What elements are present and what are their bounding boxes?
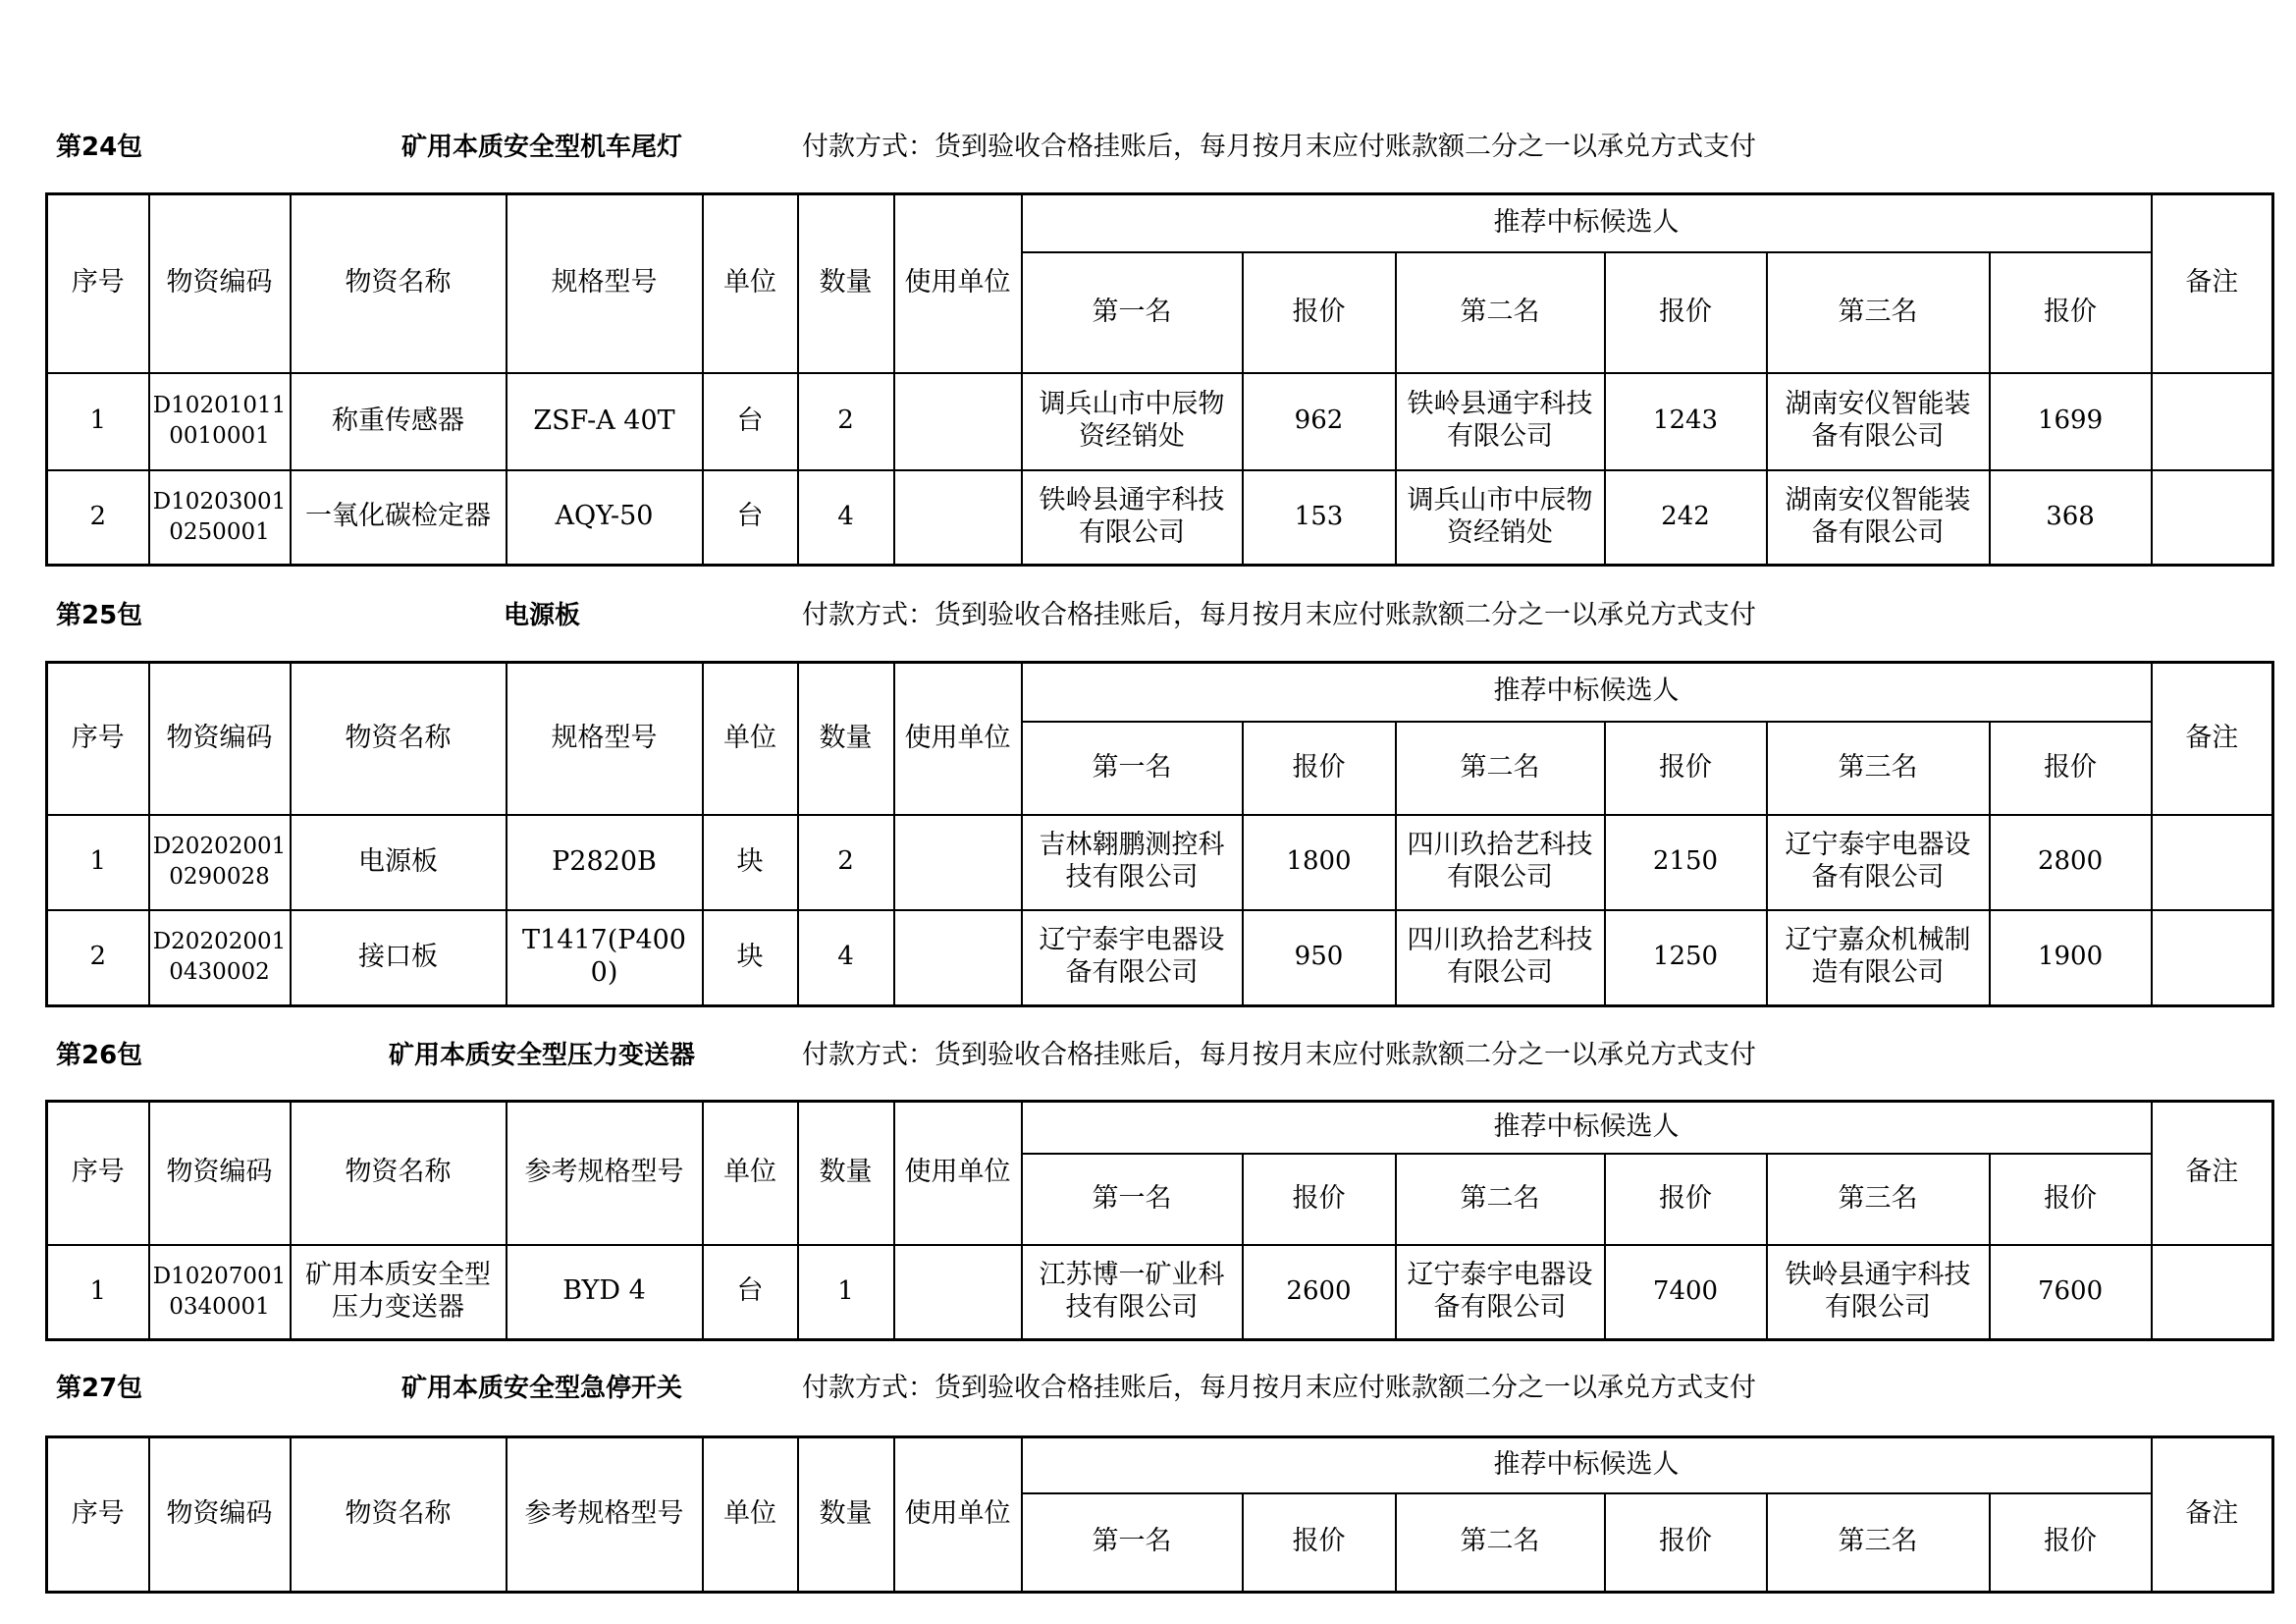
header-index: 序号 xyxy=(47,1102,149,1245)
cell-price2: 2150 xyxy=(1605,815,1767,910)
header-row xyxy=(47,663,2273,722)
cell-second: 四川玖拾艺科技有限公司 xyxy=(1396,815,1605,910)
bid-table xyxy=(45,1100,2274,1341)
header-user-unit: 使用单位 xyxy=(894,663,1022,815)
header-user-unit: 使用单位 xyxy=(894,1102,1022,1245)
header-name: 物资名称 xyxy=(291,194,507,373)
header-price3: 报价 xyxy=(1990,722,2152,815)
payment-terms: 付款方式：货到验收合格挂账后，每月按月末应付账款额二分之一以承兑方式支付 xyxy=(802,1373,1756,1403)
cell-third: 湖南安仪智能装备有限公司 xyxy=(1767,470,1990,566)
header-spec: 规格型号 xyxy=(507,194,703,373)
cell-price3: 7600 xyxy=(1990,1245,2152,1340)
cell-price1: 153 xyxy=(1243,470,1396,566)
cell-name: 一氧化碳检定器 xyxy=(291,470,507,566)
cell-remark xyxy=(2152,1245,2273,1340)
header-first: 第一名 xyxy=(1022,722,1243,815)
cell-index: 2 xyxy=(47,470,149,566)
package-label: 第24包 xyxy=(56,133,143,162)
cell-first: 调兵山市中辰物资经销处 xyxy=(1022,373,1243,470)
header-qty: 数量 xyxy=(798,663,894,815)
cell-price2: 1243 xyxy=(1605,373,1767,470)
cell-qty: 4 xyxy=(798,910,894,1006)
package-title: 矿用本质安全型急停开关 xyxy=(400,1374,682,1403)
header-qty: 数量 xyxy=(798,194,894,373)
cell-user-unit xyxy=(894,815,1022,910)
header-price1: 报价 xyxy=(1243,1493,1396,1593)
cell-second: 调兵山市中辰物资经销处 xyxy=(1396,470,1605,566)
cell-index: 2 xyxy=(47,910,149,1006)
header-second: 第二名 xyxy=(1396,722,1605,815)
header-name: 物资名称 xyxy=(291,1437,507,1593)
header-remark: 备注 xyxy=(2152,663,2273,815)
table-body xyxy=(47,1245,2273,1340)
header-user-unit: 使用单位 xyxy=(894,194,1022,373)
header-candidates: 推荐中标候选人 xyxy=(1022,194,2152,252)
package-label: 第26包 xyxy=(56,1041,143,1070)
header-remark: 备注 xyxy=(2152,1437,2273,1593)
header-first: 第一名 xyxy=(1022,1154,1243,1245)
cell-code: D202020010430002 xyxy=(149,910,291,1006)
header-price3: 报价 xyxy=(1990,1154,2152,1245)
cell-second: 铁岭县通宇科技有限公司 xyxy=(1396,373,1605,470)
payment-terms: 付款方式：货到验收合格挂账后，每月按月末应付账款额二分之一以承兑方式支付 xyxy=(802,1040,1756,1070)
header-spec: 参考规格型号 xyxy=(507,1102,703,1245)
cell-qty: 4 xyxy=(798,470,894,566)
cell-remark xyxy=(2152,470,2273,566)
header-first: 第一名 xyxy=(1022,1493,1243,1593)
header-price2: 报价 xyxy=(1605,252,1767,373)
cell-remark xyxy=(2152,373,2273,470)
table-row xyxy=(47,373,2273,470)
cell-price1: 2600 xyxy=(1243,1245,1396,1340)
cell-third: 辽宁嘉众机械制造有限公司 xyxy=(1767,910,1990,1006)
header-spec: 规格型号 xyxy=(507,663,703,815)
header-row xyxy=(47,1437,2273,1493)
cell-first: 江苏博一矿业科技有限公司 xyxy=(1022,1245,1243,1340)
cell-user-unit xyxy=(894,910,1022,1006)
cell-index: 1 xyxy=(47,373,149,470)
cell-unit: 块 xyxy=(703,815,798,910)
header-price1: 报价 xyxy=(1243,252,1396,373)
header-name: 物资名称 xyxy=(291,663,507,815)
cell-name: 称重传感器 xyxy=(291,373,507,470)
header-code: 物资编码 xyxy=(149,1102,291,1245)
header-qty: 数量 xyxy=(798,1102,894,1245)
cell-price1: 962 xyxy=(1243,373,1396,470)
cell-remark xyxy=(2152,910,2273,1006)
table-body xyxy=(47,815,2273,1006)
header-code: 物资编码 xyxy=(149,663,291,815)
header-index: 序号 xyxy=(47,194,149,373)
cell-first: 吉林翱鹏测控科技有限公司 xyxy=(1022,815,1243,910)
cell-price1: 950 xyxy=(1243,910,1396,1006)
header-price1: 报价 xyxy=(1243,1154,1396,1245)
bid-table xyxy=(45,1435,2274,1594)
cell-user-unit xyxy=(894,470,1022,566)
header-code: 物资编码 xyxy=(149,1437,291,1593)
header-price2: 报价 xyxy=(1605,722,1767,815)
cell-name: 电源板 xyxy=(291,815,507,910)
header-third: 第三名 xyxy=(1767,1493,1990,1593)
header-price3: 报价 xyxy=(1990,252,2152,373)
header-second: 第二名 xyxy=(1396,1493,1605,1593)
cell-first: 辽宁泰宇电器设备有限公司 xyxy=(1022,910,1243,1006)
header-code: 物资编码 xyxy=(149,194,291,373)
header-price2: 报价 xyxy=(1605,1154,1767,1245)
package-title: 矿用本质安全型机车尾灯 xyxy=(400,133,682,162)
cell-spec: AQY-50 xyxy=(507,470,703,566)
table-header xyxy=(47,1437,2273,1593)
table-row xyxy=(47,910,2273,1006)
payment-terms: 付款方式：货到验收合格挂账后，每月按月末应付账款额二分之一以承兑方式支付 xyxy=(802,600,1756,630)
cell-remark xyxy=(2152,815,2273,910)
payment-terms: 付款方式：货到验收合格挂账后，每月按月末应付账款额二分之一以承兑方式支付 xyxy=(802,132,1756,162)
header-name: 物资名称 xyxy=(291,1102,507,1245)
header-second: 第二名 xyxy=(1396,1154,1605,1245)
cell-unit: 台 xyxy=(703,373,798,470)
table-header xyxy=(47,663,2273,815)
cell-user-unit xyxy=(894,373,1022,470)
header-row xyxy=(47,1102,2273,1154)
cell-spec: ZSF-A 40T xyxy=(507,373,703,470)
cell-price3: 368 xyxy=(1990,470,2152,566)
header-price1: 报价 xyxy=(1243,722,1396,815)
cell-price1: 1800 xyxy=(1243,815,1396,910)
cell-second: 辽宁泰宇电器设备有限公司 xyxy=(1396,1245,1605,1340)
package-label: 第27包 xyxy=(56,1374,143,1403)
cell-third: 铁岭县通宇科技有限公司 xyxy=(1767,1245,1990,1340)
header-candidates: 推荐中标候选人 xyxy=(1022,663,2152,722)
header-index: 序号 xyxy=(47,663,149,815)
cell-price3: 1699 xyxy=(1990,373,2152,470)
cell-name: 矿用本质安全型压力变送器 xyxy=(291,1245,507,1340)
cell-third: 湖南安仪智能装备有限公司 xyxy=(1767,373,1990,470)
header-qty: 数量 xyxy=(798,1437,894,1593)
cell-code: D202020010290028 xyxy=(149,815,291,910)
header-candidates: 推荐中标候选人 xyxy=(1022,1437,2152,1493)
header-spec: 参考规格型号 xyxy=(507,1437,703,1593)
header-unit: 单位 xyxy=(703,663,798,815)
bid-table xyxy=(45,661,2274,1007)
cell-second: 四川玖拾艺科技有限公司 xyxy=(1396,910,1605,1006)
header-unit: 单位 xyxy=(703,1102,798,1245)
cell-code: D102070010340001 xyxy=(149,1245,291,1340)
cell-price3: 2800 xyxy=(1990,815,2152,910)
cell-index: 1 xyxy=(47,1245,149,1340)
cell-spec: T1417(P4000) xyxy=(507,910,703,1006)
cell-unit: 台 xyxy=(703,470,798,566)
header-index: 序号 xyxy=(47,1437,149,1593)
cell-qty: 1 xyxy=(798,1245,894,1340)
package-title: 矿用本质安全型压力变送器 xyxy=(388,1041,695,1070)
table-row xyxy=(47,470,2273,566)
header-remark: 备注 xyxy=(2152,1102,2273,1245)
header-price3: 报价 xyxy=(1990,1493,2152,1593)
cell-price2: 1250 xyxy=(1605,910,1767,1006)
table-header xyxy=(47,194,2273,373)
cell-spec: P2820B xyxy=(507,815,703,910)
table-header xyxy=(47,1102,2273,1245)
header-first: 第一名 xyxy=(1022,252,1243,373)
cell-user-unit xyxy=(894,1245,1022,1340)
table-row xyxy=(47,1245,2273,1340)
cell-index: 1 xyxy=(47,815,149,910)
cell-qty: 2 xyxy=(798,373,894,470)
cell-qty: 2 xyxy=(798,815,894,910)
cell-first: 铁岭县通宇科技有限公司 xyxy=(1022,470,1243,566)
cell-spec: BYD 4 xyxy=(507,1245,703,1340)
cell-code: D102030010250001 xyxy=(149,470,291,566)
cell-code: D102010110010001 xyxy=(149,373,291,470)
bid-table xyxy=(45,192,2274,567)
header-second: 第二名 xyxy=(1396,252,1605,373)
cell-price3: 1900 xyxy=(1990,910,2152,1006)
header-price2: 报价 xyxy=(1605,1493,1767,1593)
cell-price2: 7400 xyxy=(1605,1245,1767,1340)
cell-unit: 块 xyxy=(703,910,798,1006)
table-row xyxy=(47,815,2273,910)
package-label: 第25包 xyxy=(56,601,143,630)
header-third: 第三名 xyxy=(1767,1154,1990,1245)
header-remark: 备注 xyxy=(2152,194,2273,373)
cell-third: 辽宁泰宇电器设备有限公司 xyxy=(1767,815,1990,910)
header-row xyxy=(47,194,2273,252)
cell-name: 接口板 xyxy=(291,910,507,1006)
header-third: 第三名 xyxy=(1767,252,1990,373)
package-title: 电源板 xyxy=(503,601,580,630)
cell-price2: 242 xyxy=(1605,470,1767,566)
table-body xyxy=(47,373,2273,566)
header-unit: 单位 xyxy=(703,194,798,373)
header-user-unit: 使用单位 xyxy=(894,1437,1022,1593)
header-third: 第三名 xyxy=(1767,722,1990,815)
header-candidates: 推荐中标候选人 xyxy=(1022,1102,2152,1154)
cell-unit: 台 xyxy=(703,1245,798,1340)
header-unit: 单位 xyxy=(703,1437,798,1593)
